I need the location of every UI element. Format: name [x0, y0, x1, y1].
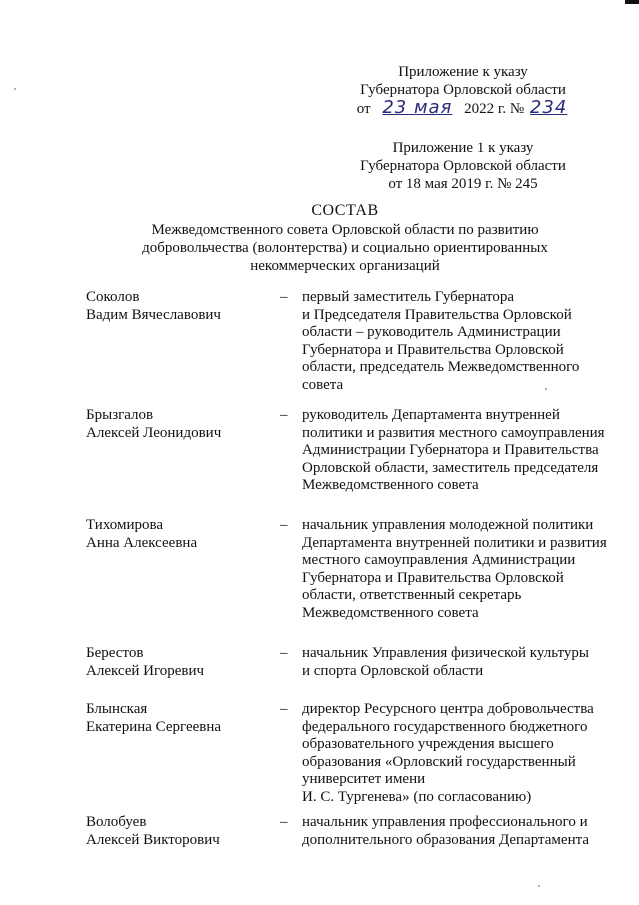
document-title: [100, 202, 590, 275]
role-line: университет имени: [302, 771, 426, 788]
role-line: и Председателя Правительства Орловской: [302, 306, 572, 323]
appendix-header: [343, 63, 583, 118]
member-surname: Блынская: [86, 701, 148, 717]
member-surname: Брызгалов: [86, 407, 154, 423]
member-role: [302, 701, 612, 807]
role-line: Департамента внутренней политики и развития: [302, 534, 607, 551]
member-given-names: Анна Алексеевна: [86, 534, 198, 551]
member-entry: [86, 407, 606, 517]
member-name: [86, 701, 266, 736]
member-role: [302, 289, 612, 395]
title-line-2: добровольчества (волонтерства) и социально ориентированных: [142, 240, 548, 256]
member-name: [86, 289, 266, 324]
role-line: области, ответственный секретарь: [302, 587, 522, 604]
role-line: Орловской области, заместитель председателя: [302, 459, 599, 476]
appendix-line-1: Приложение к указу: [398, 64, 528, 80]
role-line: федерального государственного бюджетного: [302, 718, 588, 735]
member-dash: –: [280, 701, 288, 717]
role-line: начальник Управления физической культуры: [302, 645, 589, 661]
member-dash: –: [280, 289, 288, 305]
member-role: [302, 814, 612, 849]
original-appendix-line-1: Приложение 1 к указу: [392, 140, 534, 156]
member-entry: [86, 814, 606, 854]
role-line: совета: [302, 376, 344, 393]
appendix-date-line: [343, 99, 583, 118]
handwritten-number: 234: [529, 97, 568, 118]
member-dash: –: [280, 645, 288, 661]
role-line: политики и развития местного самоуправления: [302, 424, 605, 441]
role-line: начальник управления профессионального и: [302, 814, 588, 830]
appendix-line-2: Губернатора Орловской области: [360, 82, 566, 98]
title-line-1: Межведомственного совета Орловской области по развитию: [151, 222, 539, 238]
role-line: образовательного учреждения высшего: [302, 736, 554, 753]
role-line: области – руководитель Администрации: [302, 324, 561, 341]
role-line: Администрации Губернатора и Правительства: [302, 442, 599, 459]
member-surname: Берестов: [86, 645, 144, 661]
member-role: [302, 645, 612, 680]
member-name: [86, 814, 266, 849]
member-name: [86, 517, 266, 552]
appendix-year-part: 2022 г. №: [464, 101, 525, 117]
member-role: [302, 517, 612, 623]
scan-corner-mark: [625, 0, 639, 4]
original-appendix-line-3: от 18 мая 2019 г. № 245: [388, 176, 538, 192]
original-appendix-line-2: Губернатора Орловской области: [360, 158, 566, 174]
role-line: Губернатора и Правительства Орловской: [302, 569, 564, 586]
member-entry: [86, 517, 606, 645]
member-name: [86, 407, 266, 442]
member-dash: –: [280, 407, 288, 423]
role-line: начальник управления молодежной политики: [302, 517, 594, 533]
member-name: [86, 645, 266, 680]
role-line: и спорта Орловской области: [302, 662, 484, 679]
member-surname: Тихомирова: [86, 517, 164, 533]
member-given-names: Алексей Игоревич: [86, 662, 205, 679]
member-dash: –: [280, 814, 288, 830]
member-role: [302, 407, 612, 495]
title-line-3: некоммерческих организаций: [250, 258, 440, 274]
member-given-names: Вадим Вячеславович: [86, 306, 221, 323]
scan-speck: [538, 885, 540, 887]
member-entry: [86, 701, 606, 814]
role-line: Межведомственного совета: [302, 604, 479, 621]
role-line: директор Ресурсного центра добровольчества: [302, 701, 594, 717]
role-line: Губернатора и Правительства Орловской: [302, 341, 564, 358]
member-surname: Соколов: [86, 289, 140, 305]
member-given-names: Алексей Леонидович: [86, 424, 222, 441]
role-line: дополнительного образования Департамента: [302, 831, 589, 848]
handwritten-date: 23 мая: [382, 97, 453, 118]
role-line: Межведомственного совета: [302, 477, 479, 494]
role-line: местного самоуправления Администрации: [302, 552, 576, 569]
original-appendix-header: [343, 139, 583, 193]
member-entry: [86, 645, 606, 701]
scan-speck: [545, 388, 547, 390]
member-dash: –: [280, 517, 288, 533]
role-line: первый заместитель Губернатора: [302, 289, 515, 305]
role-line: руководитель Департамента внутренней: [302, 407, 560, 423]
appendix-from-prefix: от: [356, 101, 371, 117]
member-given-names: Екатерина Сергеевна: [86, 718, 222, 735]
member-given-names: Алексей Викторович: [86, 831, 220, 848]
scan-speck: [14, 88, 16, 90]
members-list: [86, 289, 606, 854]
role-line: области, председатель Межведомственного: [302, 359, 580, 376]
member-surname: Волобуев: [86, 814, 147, 830]
role-line: образования «Орловский государственный: [302, 753, 576, 770]
title-heading: СОСТАВ: [311, 202, 379, 219]
role-line: И. С. Тургенева» (по согласованию): [302, 788, 532, 805]
member-entry: [86, 289, 606, 407]
